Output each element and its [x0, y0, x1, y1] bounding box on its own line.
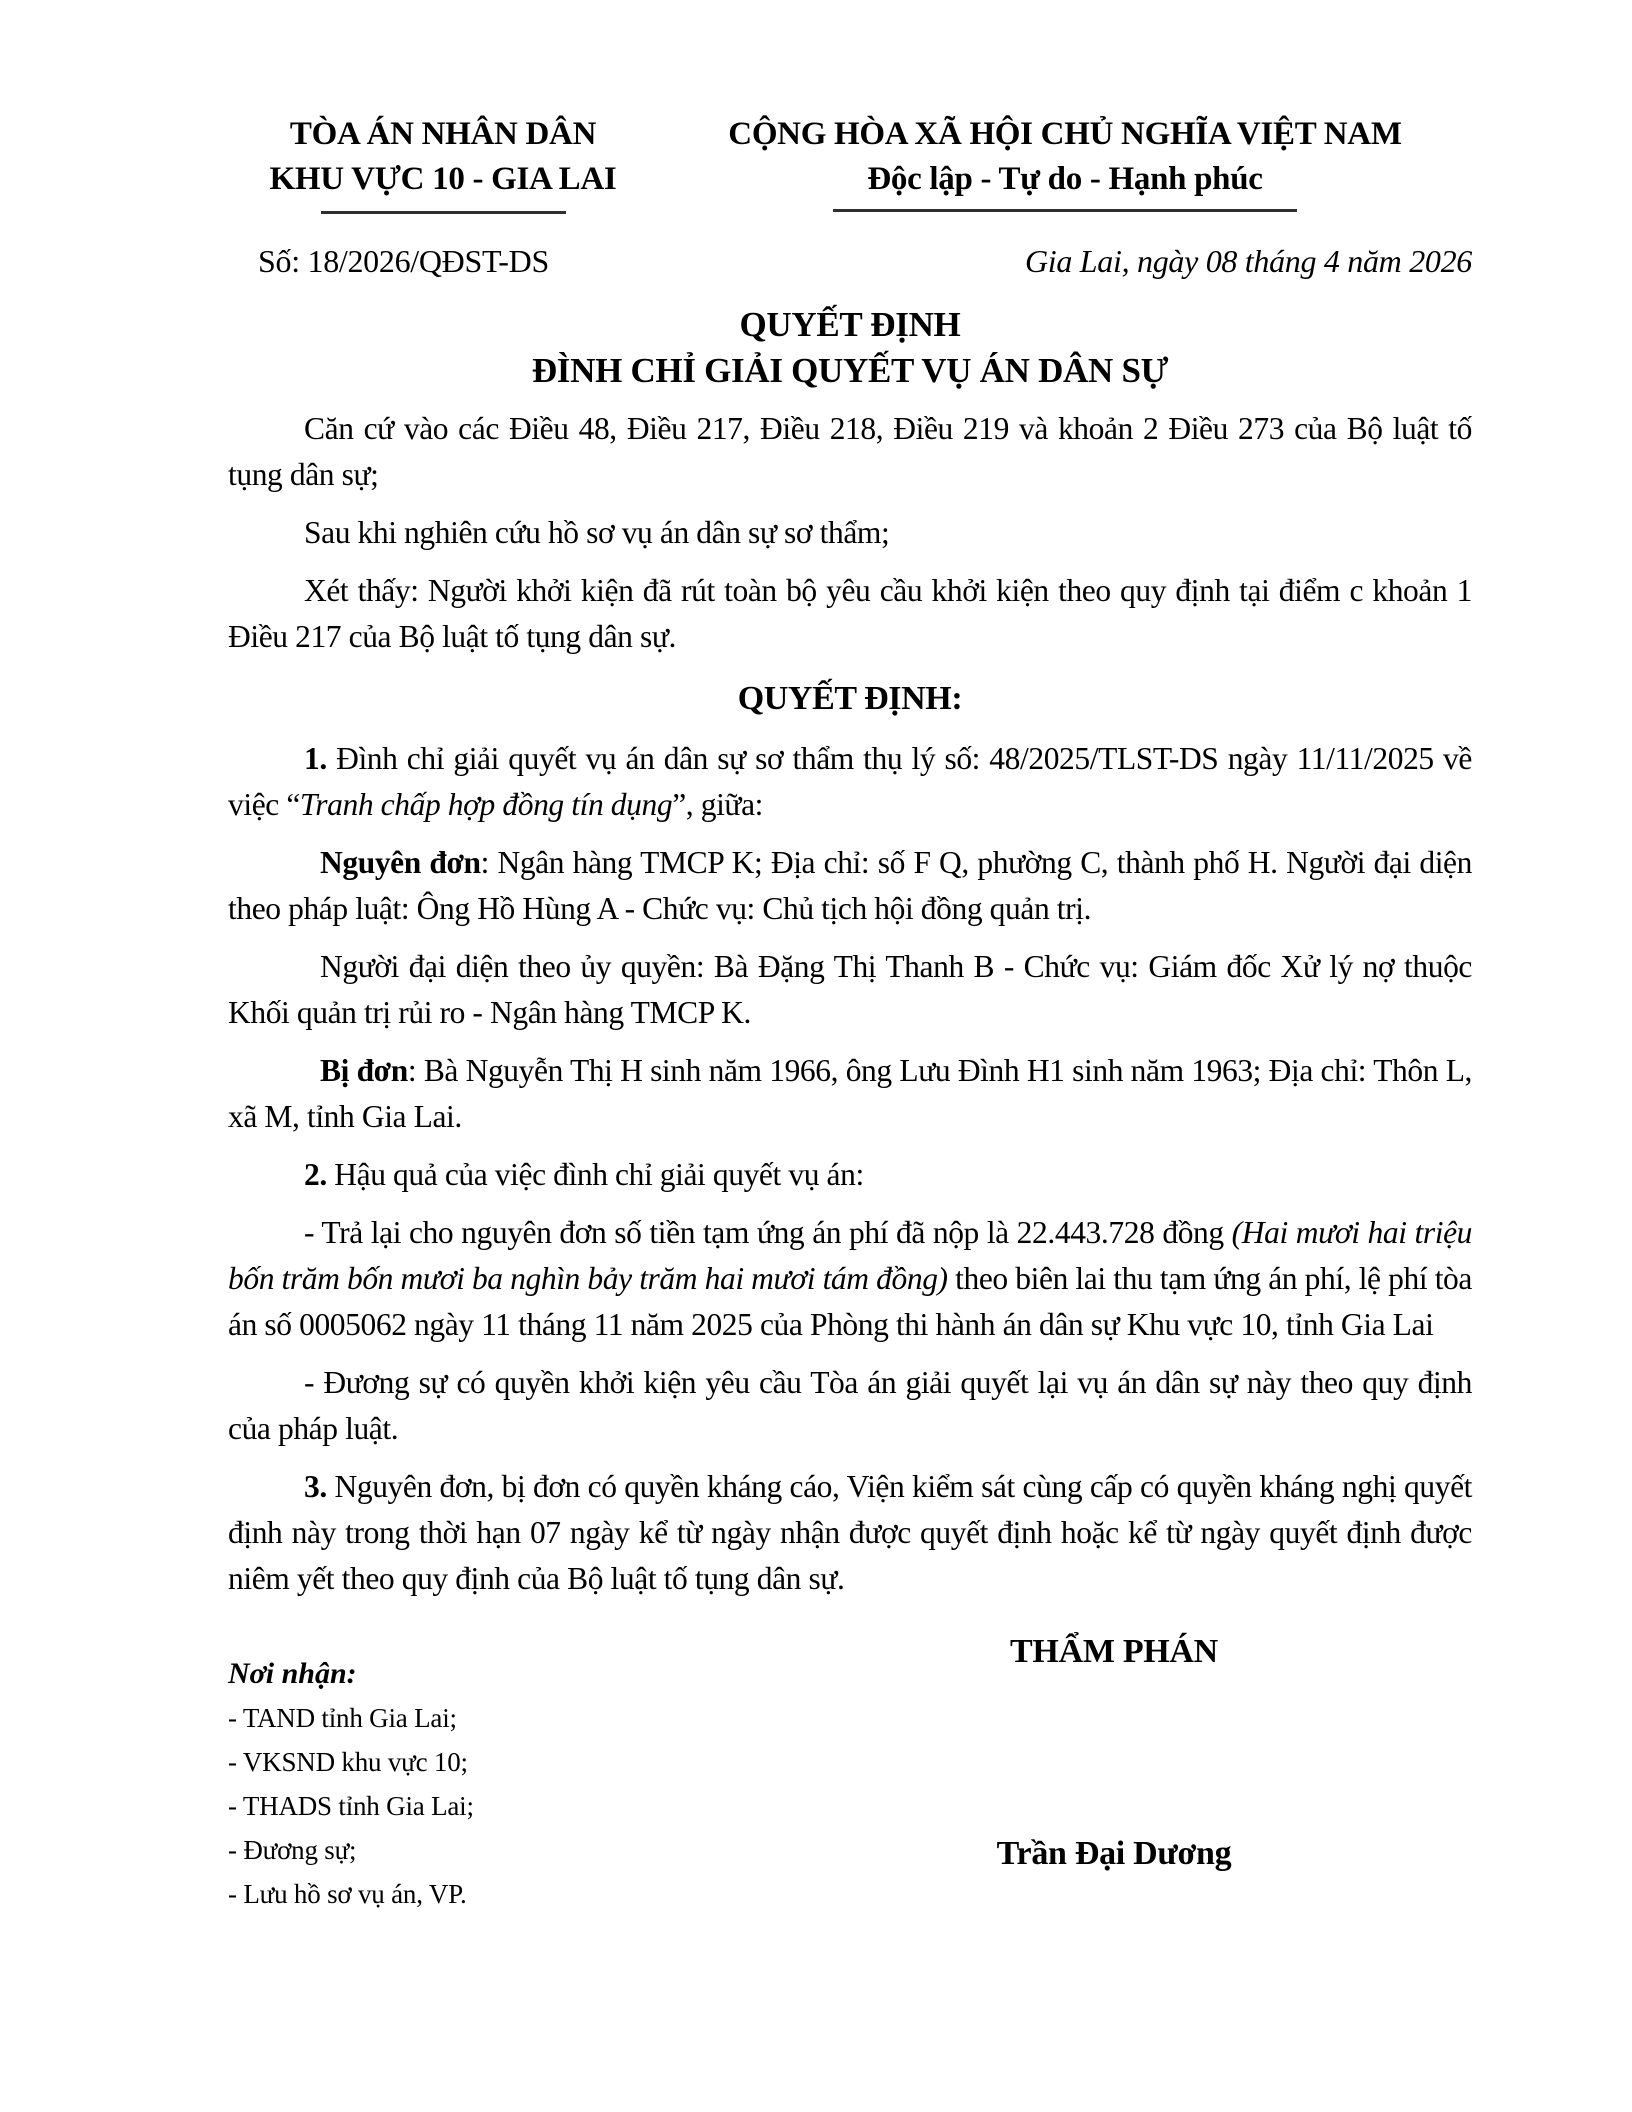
decision-item-2 — [228, 1152, 1472, 1198]
item-1-text-post: ”, giữa: — [672, 787, 764, 822]
item-1-number: 1. — [304, 741, 327, 776]
decision-item-1 — [228, 736, 1472, 828]
signature-block — [874, 1630, 1354, 1916]
national-header-block — [658, 112, 1472, 212]
recipient-item: - Đương sự; — [228, 1835, 357, 1865]
plaintiff-label: Nguyên đơn — [320, 845, 481, 880]
item-3-number: 3. — [304, 1469, 327, 1504]
defendant-paragraph — [228, 1048, 1472, 1140]
refund-paragraph — [228, 1210, 1472, 1348]
case-name: Tranh chấp hợp đồng tín dụng — [299, 787, 673, 822]
recipient-item: - VKSND khu vực 10; — [228, 1747, 468, 1777]
document-number: Số: 18/2026/QĐST-DS — [258, 243, 549, 279]
refund-text-pre: - Trả lại cho nguyên đơn số tiền tạm ứng án phí đã nộp là 22.443.728 đồng — [304, 1215, 1232, 1250]
signer-name: Trần Đại Dương — [996, 1835, 1232, 1872]
refund-text-post: theo biên lai thu tạm ứng án phí, lệ phí tòa án số 0005062 ngày 11 tháng 11 năm 2025 của Phòng thi hành án dân sự Khu vực 10, tỉnh Gia Lai — [228, 1261, 1472, 1342]
signer-title: THẨM PHÁN — [1010, 1633, 1218, 1670]
plaintiff-paragraph — [228, 840, 1472, 932]
item-3-text: Nguyên đơn, bị đơn có quyền kháng cáo, Viện kiểm sát cùng cấp có quyền kháng nghị quyết định này trong thời hạn 07 ngày kể từ ngày nhận được quyết định hoặc kể từ ngày quyết định được niêm yết theo quy định của Bộ luật tố tụng dân sự. — [228, 1469, 1472, 1596]
national-motto: Độc lập - Tự do - Hạnh phúc — [867, 161, 1263, 197]
recipient-item: - TAND tỉnh Gia Lai; — [228, 1703, 457, 1733]
title-line2: ĐÌNH CHỈ GIẢI QUYẾT VỤ ÁN DÂN SỰ — [531, 351, 1169, 390]
preamble-review: Sau khi nghiên cứu hồ sơ vụ án dân sự sơ thẩm; — [304, 515, 890, 550]
item-1-text-pre: Đình chỉ giải quyết vụ án dân sự sơ thẩm thụ lý số: 48/2025/TLST-DS ngày 11/11/2025 về việc “ — [228, 741, 1472, 822]
item-2-text: Hậu quả của việc đình chỉ giải quyết vụ án: — [326, 1157, 864, 1192]
decision-heading: QUYẾT ĐỊNH: — [737, 680, 963, 717]
header-divider-left — [321, 211, 566, 214]
republic-name: CỘNG HÒA XÃ HỘI CHỦ NGHĨA VIỆT NAM — [728, 116, 1402, 152]
decision-item-3 — [228, 1464, 1472, 1602]
document-header — [228, 112, 1472, 214]
title-line1: QUYẾT ĐỊNH — [739, 305, 961, 344]
court-name-line2: KHU VỰC 10 - GIA LAI — [269, 161, 617, 197]
right-to-sue-paragraph: - Đương sự có quyền khởi kiện yêu cầu Tòa án giải quyết lại vụ án dân sự này theo quy định của pháp luật. — [228, 1365, 1472, 1446]
plaintiff-text: : Ngân hàng TMCP K; Địa chỉ: số F Q, phường C, thành phố H. Người đại diện theo pháp luật: Ông Hồ Hùng A - Chức vụ: Chủ tịch hội đồng quản trị. — [228, 845, 1472, 926]
refund-amount-in-words: (Hai mươi hai triệu bốn trăm bốn mươi ba nghìn bảy trăm hai mươi tám đồng) — [228, 1215, 1472, 1296]
document-footer — [228, 1630, 1472, 1916]
header-divider-right — [833, 209, 1297, 212]
issuing-court-block — [228, 112, 658, 214]
recipient-item: - Lưu hồ sơ vụ án, VP. — [228, 1879, 467, 1909]
place-and-date: Gia Lai, ngày 08 tháng 4 năm 2026 — [1025, 243, 1472, 279]
defendant-label: Bị đơn — [320, 1053, 408, 1088]
document-meta-row — [228, 240, 1472, 282]
preamble-legal-basis: Căn cứ vào các Điều 48, Điều 217, Điều 218, Điều 219 và khoản 2 Điều 273 của Bộ luật tố tụng dân sự; — [228, 411, 1472, 492]
recipients-label: Nơi nhận: — [228, 1657, 357, 1690]
item-2-number: 2. — [304, 1157, 327, 1192]
preamble-finding: Xét thấy: Người khởi kiện đã rút toàn bộ yêu cầu khởi kiện theo quy định tại điểm c khoản 1 Điều 217 của Bộ luật tố tụng dân sự. — [228, 573, 1472, 654]
court-name-line1: TÒA ÁN NHÂN DÂN — [289, 116, 597, 152]
recipient-item: - THADS tỉnh Gia Lai; — [228, 1791, 474, 1821]
representative-paragraph: Người đại diện theo ủy quyền: Bà Đặng Thị Thanh B - Chức vụ: Giám đốc Xử lý nợ thuộc Khối quản trị rủi ro - Ngân hàng TMCP K. — [228, 949, 1472, 1030]
recipients-block — [228, 1652, 874, 1916]
defendant-text: : Bà Nguyễn Thị H sinh năm 1966, ông Lưu Đình H1 sinh năm 1963; Địa chỉ: Thôn L, xã M, tỉnh Gia Lai. — [228, 1053, 1473, 1134]
document-title — [228, 302, 1472, 394]
